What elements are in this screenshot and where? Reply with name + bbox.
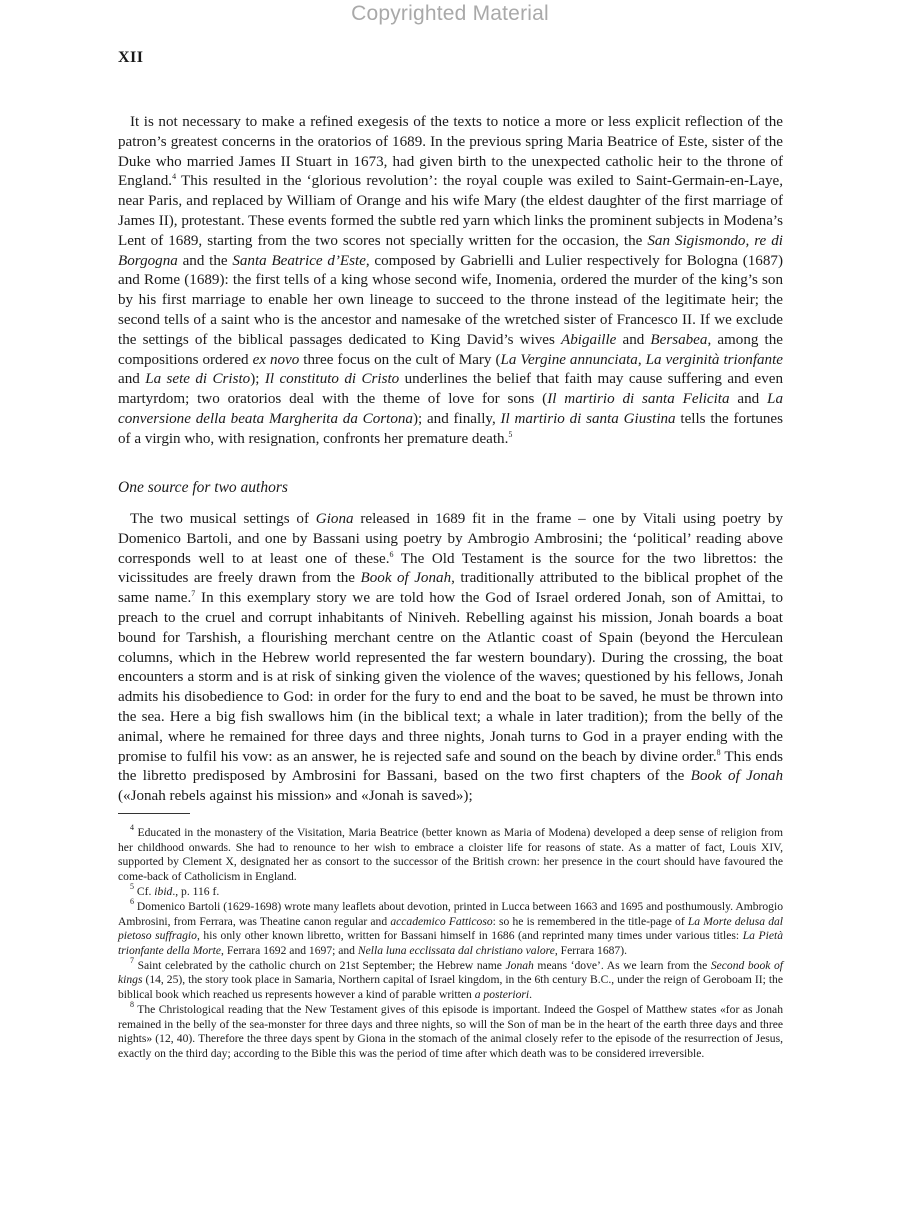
footnote-7: $^7$ Saint celebrated by the catholic church on 21st September; the Hebrew name Jonah means ‘dove’. As we learn from the Second book of kings (14, 25), the story took place in Samaria, Northern capital of Israel kingdom, in the 6th century B.C., under the reign of Geroboam II; the biblical book which reached us represents however a kind of parable written a posteriori.	[118, 955, 783, 1002]
section-heading: One source for two authors	[118, 479, 288, 496]
footnote-4: $^4$ Educated in the monastery of the Visitation, Maria Beatrice (better known as Maria of Modena) developed a deep sense of religion from her childhood onwards. She had to renounce to her wish to embrace a cloister life for reasons of state. As a matter of fact, Louis XIV, supported by Clement X, designated her as consort to the successor of the British crown: her presence in the court should have favoured the come-back of Catholicism in England.	[118, 823, 783, 883]
footnote-ref-6[interactable]: 6	[389, 549, 394, 559]
footnote-6: $^6$ Domenico Bartoli (1629-1698) wrote many leaflets about devotion, printed in Lucca between 1663 and 1695 and posthumously. Ambrogio Ambrosini, from Ferrara, was Theatine canon regular and accademico Fatticoso: so he is remembered in the title-page of La Morte delusa dal pietoso suffragio, his only other known libretto, written for Bassani himself in 1686 (and reprinted many times under various titles: La Pietà trionfante della Morte, Ferrara 1692 and 1697; and Nella luna ecclissata dal christiano valore, Ferrara 1687).	[118, 896, 784, 957]
footnote-5: $^5$ Cf. ibid., p. 116 f.	[130, 881, 220, 898]
paragraph-1: It is not necessary to make a refined exegesis of the texts to notice a more or less explicit reflection of the patron’s greatest concerns in the oratorios of 1689. In the previous spring Maria Beatrice of Este, sister of the Duke who married James II Stuart in 1673, had given birth to the unexpected catholic heir to the throne of England.$^4$ This resulted in the ‘glorious revolution’: the royal couple was exiled to Saint-Germain-en-Laye, near Paris, and replaced by William of Orange and his wife Mary (the eldest daughter of the first marriage of James II), protestant. These events formed the subtle red yarn which links the prominent subjects in Modena’s Lent of 1689, starting from the two scores not specially written for the occasion, the San Sigismondo, re di Borgogna and the Santa Beatrice d’Este, composed by Gabrielli and Lulier respectively for Bologna (1687) and Rome (1689): the first tells of a king whose second wife, Inomenia, ordered the murder of the king’s son by his first marriage to enable her own lineage to succeed to the throne instead of the legitimate heir; the second tells of a saint who is the ancestor and namesake of the wretched sister of Francesco II. If we exclude the settings of the biblical passages dedicated to King David’s wives Abigaille and Bersabea, among the compositions ordered ex novo three focus on the cult of Mary (La Vergine annunciata, La verginità trionfante and La sete di Cristo); Il constituto di Cristo underlines the belief that faith may cause suffering and even martyrdom; two oratorios deal with the theme of love for sons (Il martirio di santa Felicita and La conversione della beata Margherita da Cortona); and finally, Il martirio di santa Giustina tells the fortunes of a virgin who, with resignation, confronts her premature death.$^5$	[118, 114, 783, 447]
footnote-ref-7[interactable]: 7	[191, 589, 196, 599]
footnote-separator	[118, 813, 190, 814]
page-number: XII	[118, 49, 144, 66]
body-text-lower	[118, 510, 783, 807]
footnote-ref-4[interactable]: 4	[172, 172, 177, 182]
copyright-watermark: Copyrighted Material	[351, 2, 549, 25]
paragraph-2: The two musical settings of Giona released in 1689 fit in the frame – one by Vitali using poetry by Domenico Bartoli, and one by Bassani using poetry by Ambrogio Ambrosini; the ‘political’ reading above corresponds well to at least one of these.$^6$ The Old Testament is the source for the two librettos: the vicissitudes are freely drawn from the Book of Jonah, traditionally attributed to the biblical prophet of the same name.$^7$ In this exemplary story we are told how the God of Israel ordered Jonah, son of Amittai, to preach to the cruel and corrupt inhabitants of Niniveh. Rebelling against his mission, Jonah boards a boat bound for Tarshish, a flourishing merchant centre on the Atlantic coast of Spain (beyond the Herculean columns, which in the Hebrew world represented the far western boundary). During the crossing, the boat encounters a storm and is at risk of sinking given the violence of the waves; questioned by his fellows, Jonah admits his disobedience to God: in order for the fury to end and the boat to be saved, he must be thrown into the sea. Here a big fish swallows him (in the biblical text; a whale in later tradition); from the belly of the animal, where he remained for three days and three nights, Jonah turns to God in a prayer ending with the promise to fulfil his vow: as an answer, he is rejected safe and sound on the beach by divine order.$^8$ This ends the libretto predisposed by Ambrosini for Bassani, based on the two first chapters of the Book of Jonah («Jonah rebels against his mission» and «Jonah is saved»);	[118, 511, 784, 805]
body-text-upper	[118, 113, 783, 450]
footnote-ref-8[interactable]: 8	[716, 747, 721, 757]
footnotes	[118, 823, 784, 1062]
footnote-ref-5[interactable]: 5	[508, 429, 513, 439]
footnote-8: $^8$ The Christological reading that the New Testament gives of this episode is important. Indeed the Gospel of Matthew states «for as Jonah remained in the belly of the sea-monster for three days and three nights, so will the Son of man be in the heart of the earth three days and three nights» (12, 40). Therefore the three days spent by Giona in the stomach of the animal closely refer to the episode of the resurrection of Jesus, exactly on the third day; according to the Bible this was the period of time after which death was to be considered irreversible.	[118, 1000, 783, 1060]
